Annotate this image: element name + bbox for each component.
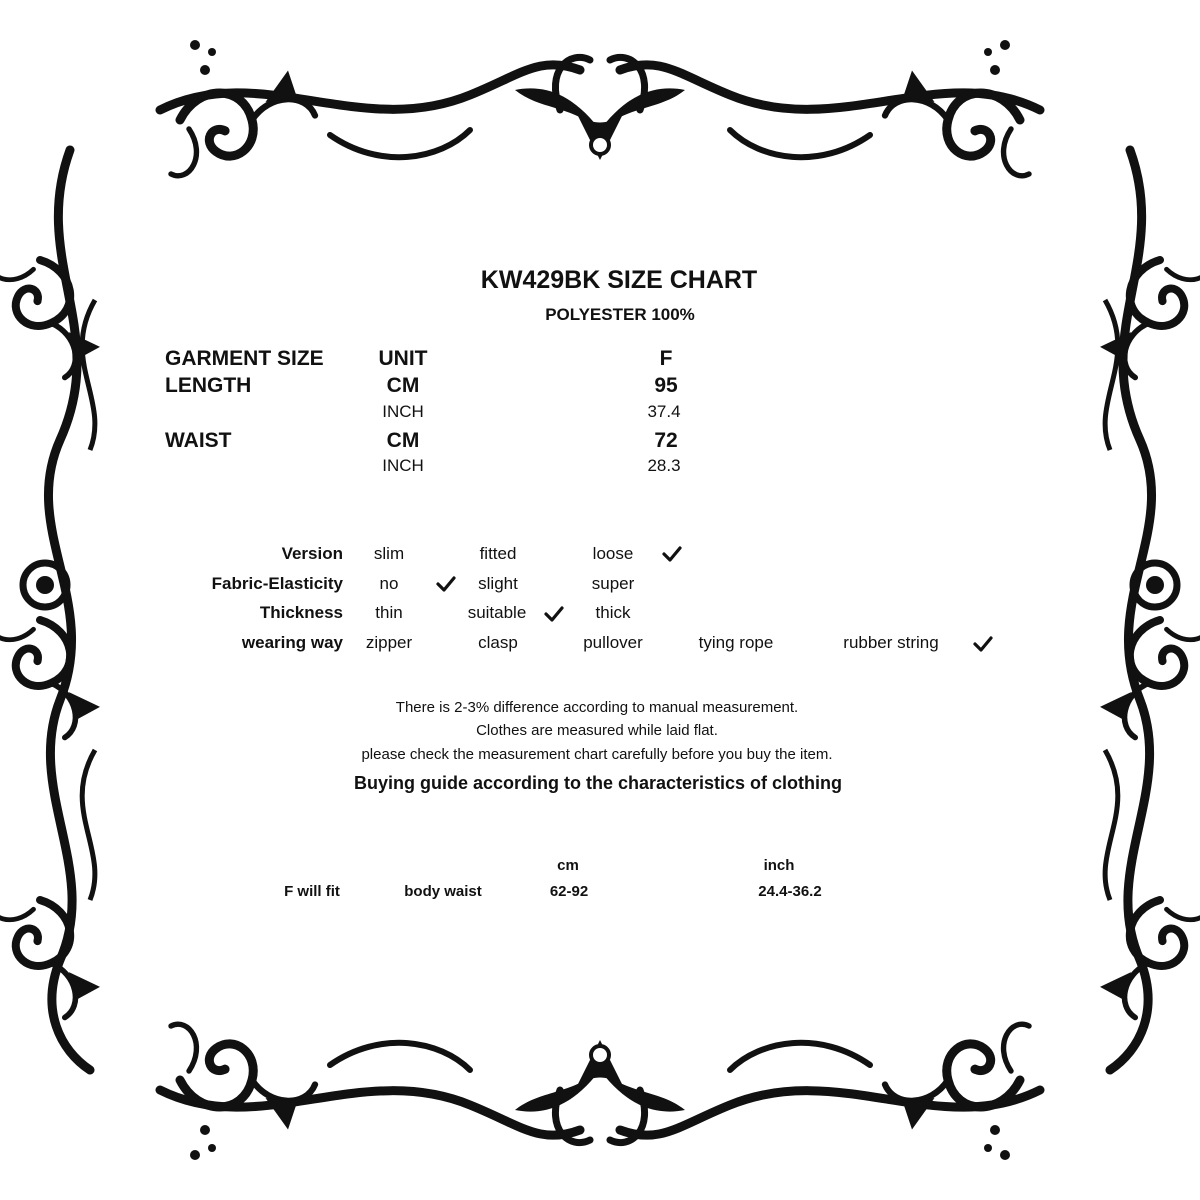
attr-wearing-option: pullover — [583, 633, 643, 652]
guide-inch-value: 24.4-36.2 — [758, 883, 822, 900]
header-garment-size: GARMENT SIZE — [165, 347, 324, 370]
row-length-label: LENGTH — [165, 374, 252, 397]
row-waist-cm-value: 72 — [654, 429, 678, 452]
chart-title: KW429BK SIZE CHART — [480, 266, 758, 294]
row-length-cm-unit: CM — [386, 374, 420, 397]
note-laid-flat: Clothes are measured while laid flat. — [476, 722, 718, 739]
header-size-f: F — [659, 347, 673, 370]
attr-thickness-option: suitable — [467, 603, 527, 622]
check-icon — [436, 575, 456, 593]
attr-wearing-option: zipper — [365, 633, 413, 652]
attr-wearing-option: clasp — [478, 633, 518, 652]
header-unit: UNIT — [378, 347, 428, 370]
attr-wearing-option: tying rope — [698, 633, 774, 652]
attr-version-label: Version — [281, 544, 343, 563]
attr-wearing-option: rubber string — [843, 633, 939, 652]
attr-version-option: slim — [373, 544, 405, 563]
row-length-inch-unit: INCH — [382, 402, 424, 421]
buying-guide-title: Buying guide according to the characteristics of clothing — [353, 773, 843, 793]
attr-elasticity-option: super — [591, 574, 635, 593]
attr-version-option: loose — [592, 544, 634, 563]
guide-header-inch: inch — [763, 857, 795, 874]
attr-elasticity-option: slight — [478, 574, 518, 593]
guide-header-cm: cm — [557, 857, 579, 874]
row-waist-label: WAIST — [165, 429, 232, 452]
attr-elasticity-option: no — [379, 574, 399, 593]
material-label: POLYESTER 100% — [545, 305, 695, 324]
row-waist-cm-unit: CM — [386, 429, 420, 452]
attr-wearing-label: wearing way — [241, 633, 343, 652]
attr-thickness-label: Thickness — [259, 603, 343, 622]
attr-version-option: fitted — [479, 544, 517, 563]
note-measurement-difference: There is 2-3% difference according to manual measurement. — [395, 699, 799, 716]
guide-measure: body waist — [404, 883, 482, 900]
row-waist-inch-value: 28.3 — [647, 456, 681, 475]
row-waist-inch-unit: INCH — [382, 456, 424, 475]
guide-cm-value: 62-92 — [549, 883, 589, 900]
guide-size: F will fit — [284, 883, 340, 900]
check-icon — [662, 545, 682, 563]
check-icon — [544, 605, 564, 623]
row-length-cm-value: 95 — [654, 374, 678, 397]
attr-thickness-option: thin — [375, 603, 403, 622]
note-check-chart: please check the measurement chart carefully before you buy the item. — [361, 746, 833, 763]
check-icon — [973, 635, 993, 653]
attr-thickness-option: thick — [595, 603, 631, 622]
row-length-inch-value: 37.4 — [647, 402, 681, 421]
attr-elasticity-label: Fabric-Elasticity — [211, 574, 343, 593]
